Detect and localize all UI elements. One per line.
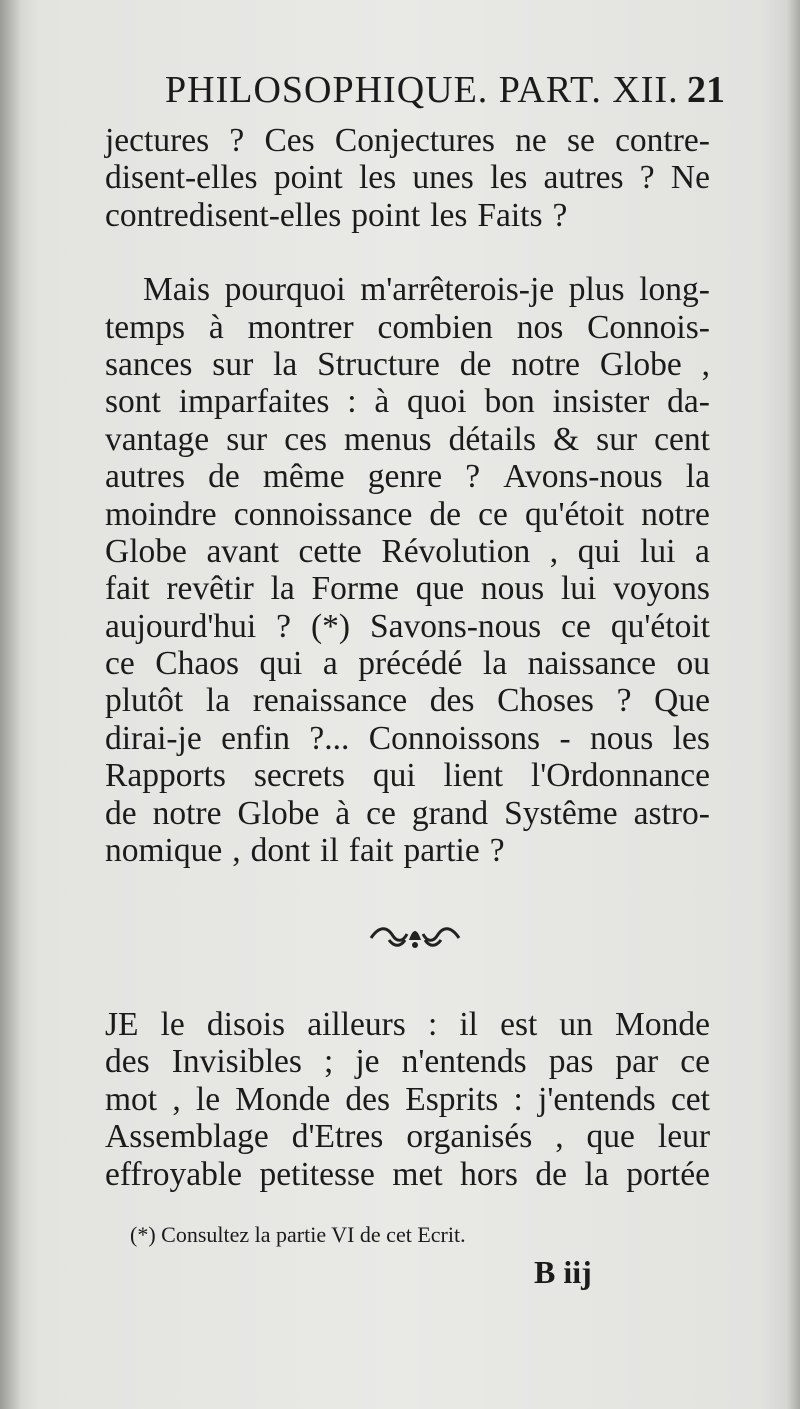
body-text [105,122,710,869]
text-line: Mais pourquoi m'arrêterois-je plus long- [143,271,710,309]
page-edge-shadow [786,0,800,1409]
text-line: moindre connoissance de ce qu'étoit notre [105,495,710,533]
page-number: 21 [687,69,725,111]
text-line: fait revêtir la Forme que nous lui voyons [105,570,710,608]
text-line: ce Chaos qui a précédé la naissance ou [105,645,710,683]
text-line: des Invisibles ; je n'entends pas par ce [105,1043,710,1081]
signature-mark: B iij [534,1254,592,1290]
text-line: sont imparfaites : à quoi bon insister da- [105,383,710,421]
text-line: jectures ? Ces Conjectures ne se contre- [105,122,710,159]
text-line: Globe avant cette Révolution , qui lui a [105,532,710,570]
text-line: aujourd'hui ? (*) Savons-nous ce qu'étoit [105,607,710,645]
text-line: nomique , dont il fait partie ? [105,832,505,870]
text-line: disent-elles point les unes les autres ? Ne [105,159,710,197]
text-line: mot , le Monde des Esprits : j'entends cet [105,1080,710,1118]
text-line: temps à montrer combien nos Connois- [105,308,710,346]
text-line: autres de même genre ? Avons-nous la [105,458,710,496]
text-line: JE le disois ailleurs : il est un Monde [105,1006,710,1043]
footnote: (*) Consultez la partie VI de cet Ecrit. [130,1222,466,1247]
text-line: vantage sur ces menus détails & sur cent [105,420,710,458]
text-line: Rapports secrets qui lient l'Ordonnance [105,757,710,795]
paragraph-3 [105,1006,710,1193]
text-line: dirai-je enfin ?... Connoissons - nous les [105,719,710,757]
page-gutter-shadow [0,0,22,1409]
text-line: de notre Globe à ce grand Systême astro- [105,794,710,832]
body-text-continued [105,1006,710,1193]
text-line: plutôt la renaissance des Choses ? Que [105,682,710,720]
paragraph-2 [105,271,710,869]
text-line: sances sur la Structure de notre Globe , [105,345,710,383]
fleuron-ornament [365,918,465,954]
text-line: contredisent-elles point les Faits ? [105,196,568,234]
text-line: effroyable petitesse met hors de la portée [105,1155,710,1193]
page-header [165,68,725,118]
paragraph-1 [105,122,710,234]
text-line: Assemblage d'Etres organisés , que leur [105,1118,710,1156]
running-head: PHILOSOPHIQUE. PART. XII. [165,69,679,111]
